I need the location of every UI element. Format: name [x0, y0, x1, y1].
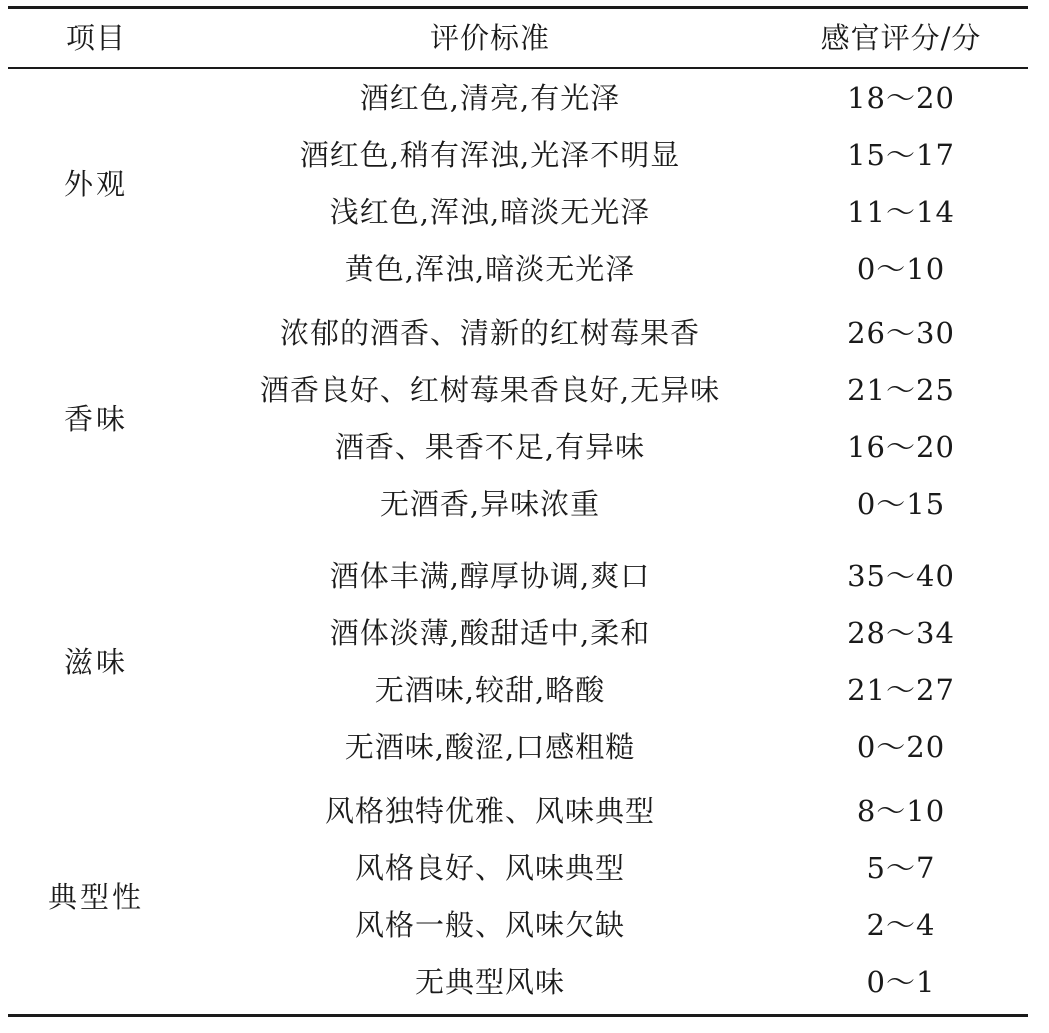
header-criteria: 评价标准: [429, 21, 551, 55]
group-label-aroma: 香味: [63, 402, 129, 436]
score-cell: 35～40: [847, 559, 955, 593]
score-cell: 18～20: [847, 81, 955, 115]
criteria-cell: 酒体淡薄,酸甜适中,柔和: [329, 616, 651, 650]
score-cell: 0～20: [856, 730, 946, 764]
score-cell: 5～7: [866, 851, 936, 885]
score-cell: 21～25: [847, 373, 955, 407]
score-cell: 0～15: [856, 487, 946, 521]
criteria-cell: 酒红色,稍有浑浊,光泽不明显: [299, 138, 681, 172]
table-top-rule: [8, 6, 1028, 9]
score-cell: 21～27: [847, 673, 955, 707]
criteria-cell: 酒香、果香不足,有异味: [334, 430, 646, 464]
table-bottom-rule: [8, 1014, 1028, 1017]
criteria-cell: 无典型风味: [414, 965, 566, 999]
criteria-cell: 浅红色,浑浊,暗淡无光泽: [329, 195, 651, 229]
score-cell: 0～10: [856, 252, 946, 286]
sensory-score-table: [8, 0, 1028, 1033]
score-cell: 15～17: [847, 138, 955, 172]
criteria-cell: 黄色,浑浊,暗淡无光泽: [344, 252, 636, 286]
score-cell: 16～20: [847, 430, 955, 464]
score-cell: 28～34: [847, 616, 955, 650]
header-score: 感官评分/分: [820, 21, 982, 55]
criteria-cell: 风格独特优雅、风味典型: [324, 794, 656, 828]
header-item: 项目: [65, 21, 127, 55]
score-cell: 8～10: [856, 794, 946, 828]
criteria-cell: 无酒香,异味浓重: [379, 487, 601, 521]
group-label-taste: 滋味: [63, 645, 129, 679]
score-cell: 2～4: [866, 908, 936, 942]
group-label-typicality: 典型性: [47, 880, 145, 914]
criteria-cell: 无酒味,酸涩,口感粗糙: [344, 730, 636, 764]
criteria-cell: 酒香良好、红树莓果香良好,无异味: [259, 373, 721, 407]
criteria-cell: 浓郁的酒香、清新的红树莓果香: [279, 316, 701, 350]
criteria-cell: 酒红色,清亮,有光泽: [359, 81, 621, 115]
score-cell: 11～14: [847, 195, 955, 229]
score-cell: 0～1: [866, 965, 936, 999]
criteria-cell: 风格良好、风味典型: [354, 851, 626, 885]
group-label-appearance: 外观: [63, 167, 129, 201]
criteria-cell: 无酒味,较甜,略酸: [374, 673, 606, 707]
score-cell: 26～30: [847, 316, 955, 350]
table-header-rule: [8, 67, 1028, 69]
criteria-cell: 风格一般、风味欠缺: [354, 908, 626, 942]
criteria-cell: 酒体丰满,醇厚协调,爽口: [329, 559, 651, 593]
